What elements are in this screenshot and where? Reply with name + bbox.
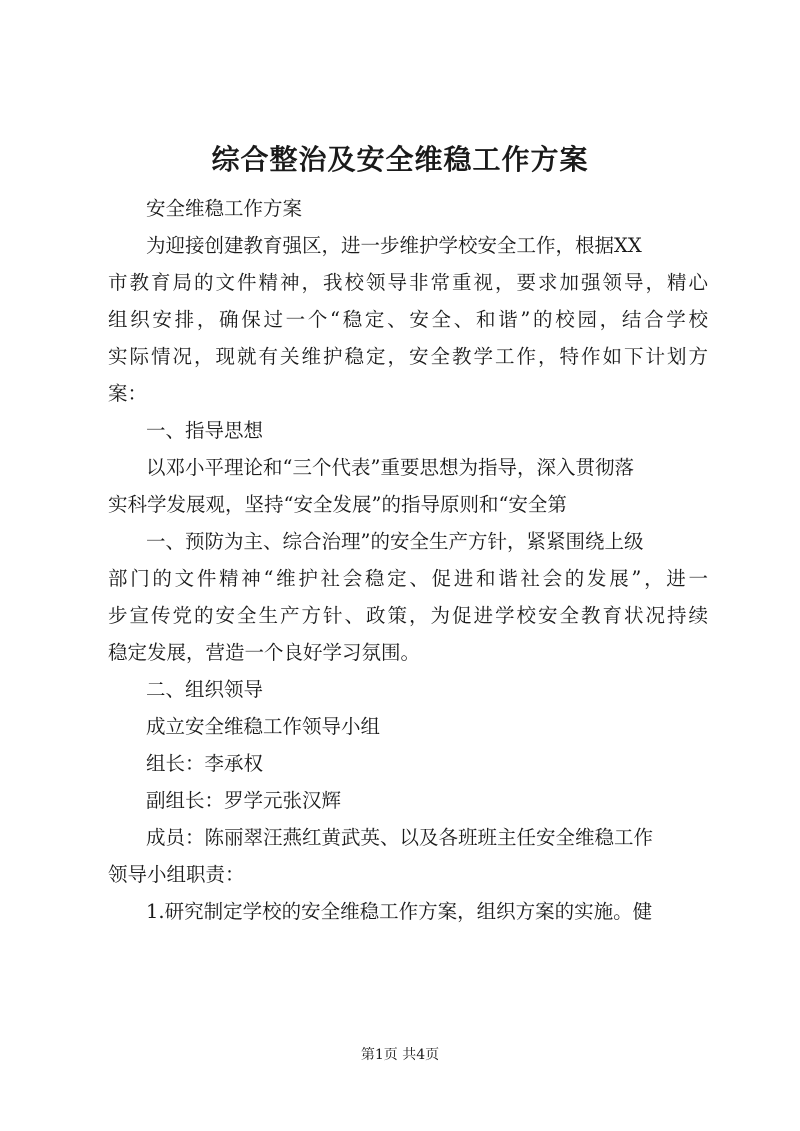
paragraph-line: 安全维稳工作方案 xyxy=(146,197,303,220)
paragraph-line: 1.研究制定学校的安全维稳工作方案，组织方案的实施。健 xyxy=(146,900,653,923)
paragraph-line: 案： xyxy=(108,382,148,405)
paragraph-line: 副组长：罗学元张汉辉 xyxy=(146,789,342,812)
paragraph-line: 稳定发展，营造一个良好学习氛围。 xyxy=(108,641,421,664)
paragraph-line: 领导小组职责： xyxy=(108,863,245,886)
section-heading: 一、指导思想 xyxy=(146,419,264,442)
paragraph-line: 部门的文件精神“维护社会稳定、促进和谐社会的发展”，进一 xyxy=(108,567,708,590)
paragraph-line: 组长：李承权 xyxy=(146,752,264,775)
paragraph-line: 一、预防为主、综合治理”的安全生产方针，紧紧围绕上级 xyxy=(146,530,644,553)
paragraph-line: 实际情况，现就有关维护稳定，安全教学工作，特作如下计划方 xyxy=(108,345,708,368)
section-heading: 二、组织领导 xyxy=(146,678,264,701)
paragraph-line: 实科学发展观，坚持“安全发展”的指导原则和“安全第 xyxy=(108,493,567,516)
page-number: 第1页 共4页 xyxy=(360,1047,440,1063)
paragraph-line: 组织安排，确保过一个“稳定、安全、和谐”的校园，结合学校 xyxy=(108,308,708,331)
paragraph-line: 步宣传党的安全生产方针、政策，为促进学校安全教育状况持续 xyxy=(108,604,708,627)
paragraph-line: 以邓小平理论和“三个代表”重要思想为指导，深入贯彻落 xyxy=(146,456,634,479)
document-title: 综合整治及安全维稳工作方案 xyxy=(211,143,589,176)
paragraph-line: 成员：陈丽翠汪燕红黄武英、以及各班班主任安全维稳工作 xyxy=(146,826,654,849)
paragraph-line: 市教育局的文件精神，我校领导非常重视，要求加强领导，精心 xyxy=(108,271,708,294)
paragraph-line: 成立安全维稳工作领导小组 xyxy=(146,715,381,738)
paragraph-line: 为迎接创建教育强区，进一步维护学校安全工作，根据XX xyxy=(146,234,642,257)
